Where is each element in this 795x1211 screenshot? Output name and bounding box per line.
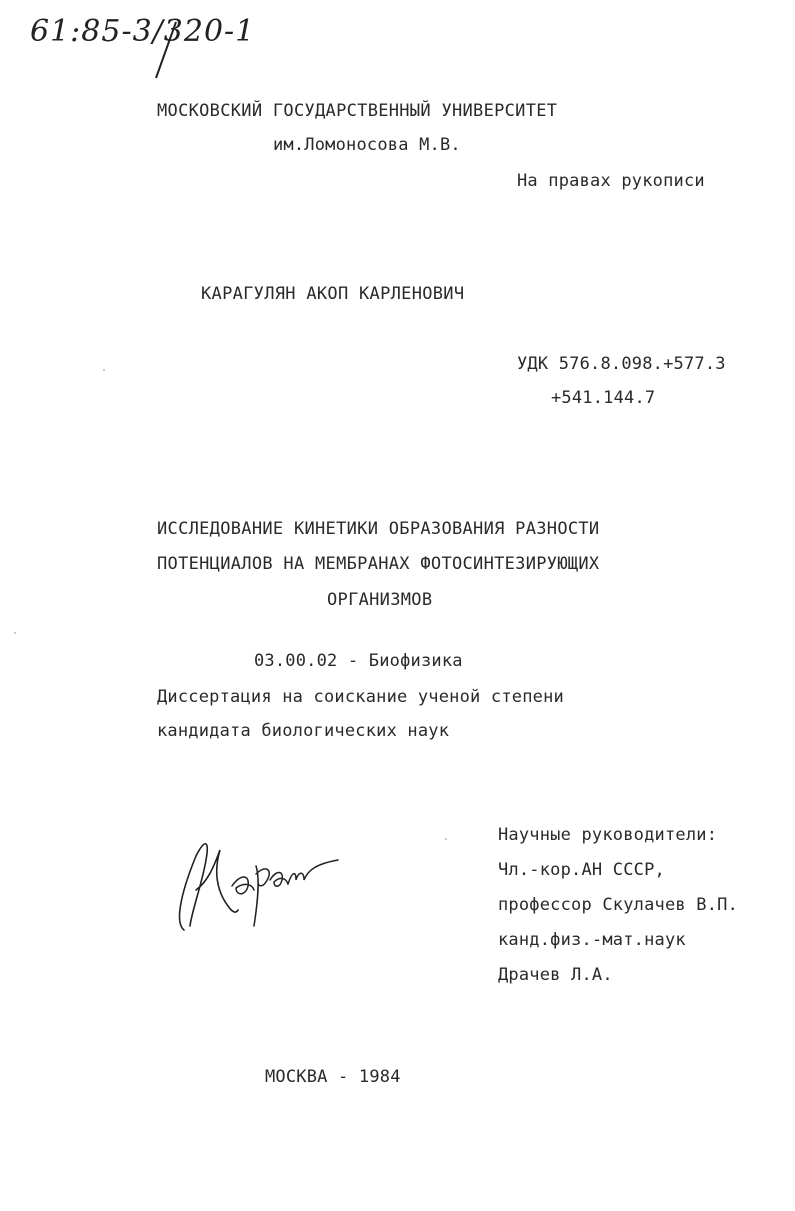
supervisor-line-4: Драчев Л.А. (498, 965, 613, 985)
supervisors-heading: Научные руководители: (498, 825, 718, 845)
udk-line-1: УДК 576.8.098.+577.3 (517, 354, 726, 374)
supervisor-line-2: профессор Скулачев В.П. (498, 895, 739, 915)
city-year: МОСКВА - 1984 (265, 1067, 401, 1087)
supervisor-line-3: канд.физ.-мат.наук (498, 930, 686, 950)
university-name: МОСКОВСКИЙ ГОСУДАРСТВЕННЫЙ УНИВЕРСИТЕТ (157, 101, 558, 121)
degree-line-2: кандидата биологических наук (157, 721, 450, 741)
degree-line-1: Диссертация на соискание ученой степени (157, 687, 564, 707)
supervisor-line-1: Чл.-кор.АН СССР, (498, 860, 665, 880)
specialty: 03.00.02 - Биофизика (254, 651, 463, 671)
university-named-after: им.Ломоносова М.В. (273, 135, 461, 155)
title-line-1: ИССЛЕДОВАНИЕ КИНЕТИКИ ОБРАЗОВАНИЯ РАЗНОСТИ (157, 519, 600, 539)
scan-speck (14, 632, 16, 634)
author-name: КАРАГУЛЯН АКОП КАРЛЕНОВИЧ (201, 284, 465, 304)
udk-line-2: +541.144.7 (551, 388, 656, 408)
title-line-3: ОРГАНИЗМОВ (327, 590, 433, 610)
title-line-2: ПОТЕНЦИАЛОВ НА МЕМБРАНАХ ФОТОСИНТЕЗИРУЮЩИХ (157, 554, 600, 574)
archive-code-slash-stroke (150, 20, 180, 82)
scan-speck (445, 838, 447, 840)
scan-speck (103, 369, 105, 371)
author-signature-image (170, 830, 340, 940)
manuscript-rights: На правах рукописи (517, 171, 705, 191)
archive-code: 61:85-3/320-1 (30, 14, 256, 49)
